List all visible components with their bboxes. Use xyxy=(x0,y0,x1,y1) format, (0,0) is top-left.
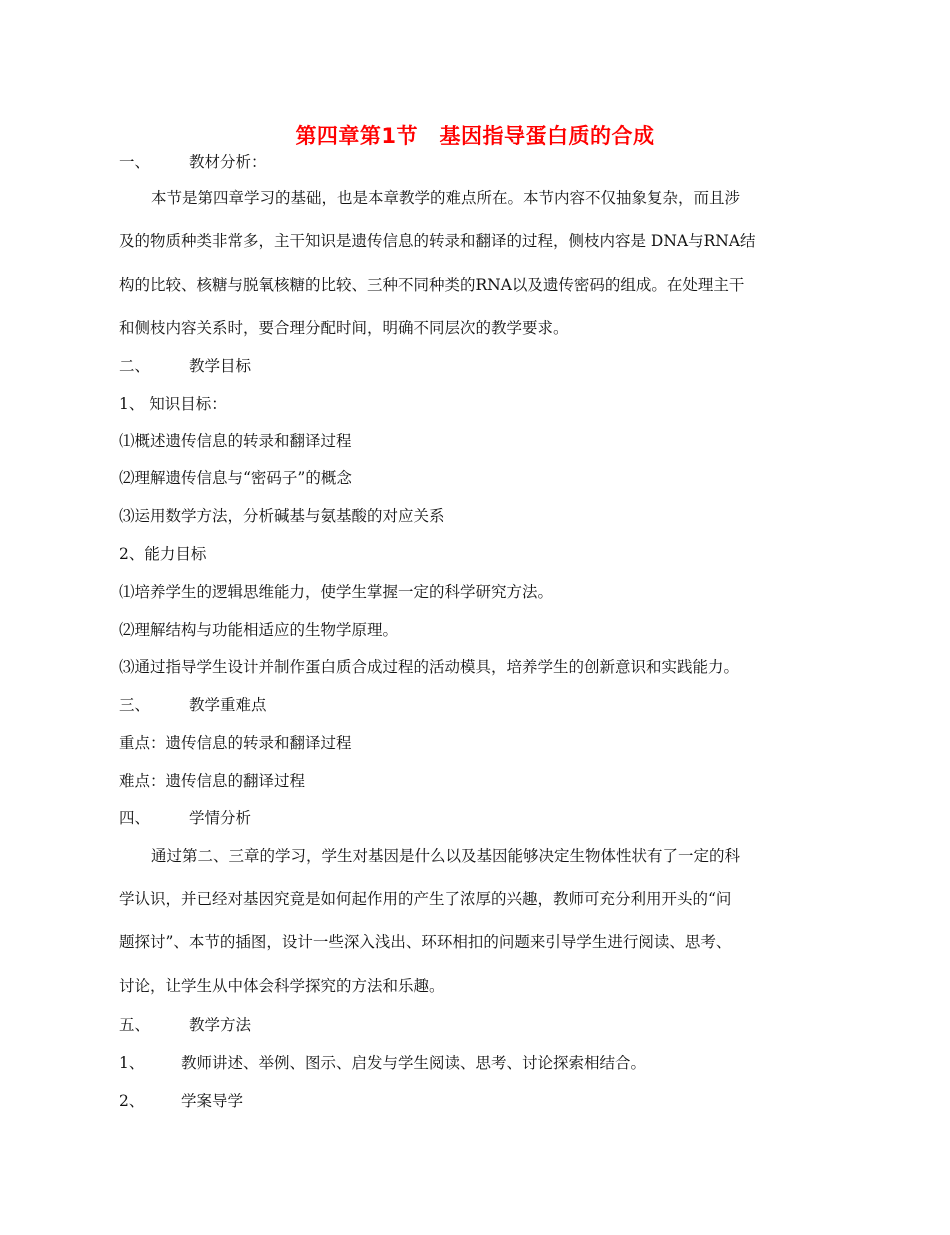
section-heading-4 xyxy=(119,808,251,828)
method-number: 1、 xyxy=(119,1054,145,1072)
section-number: 一、 xyxy=(119,153,151,171)
method-item xyxy=(119,1091,243,1111)
method-item xyxy=(119,1053,646,1073)
paragraph-line: 通过第二、三章的学习，学生对基因是什么以及基因能够决定生物体性状有了一定的科 xyxy=(151,847,741,865)
section-number: 二、 xyxy=(119,357,151,375)
paragraph-line: 题探讨”、本节的插图，设计一些深入浅出、环环相扣的问题来引导学生进行阅读、思考、 xyxy=(119,933,732,951)
method-text: 教师讲述、举例、图示、启发与学生阅读、思考、讨论探索相结合。 xyxy=(181,1054,647,1072)
section-heading-3 xyxy=(119,695,267,715)
section-heading-1 xyxy=(119,152,267,172)
list-item: ⑶通过指导学生设计并制作蛋白质合成过程的活动模具，培养学生的创新意识和实践能力。 xyxy=(119,658,740,676)
paragraph-line: 和侧枝内容关系时，要合理分配时间，明确不同层次的教学要求。 xyxy=(119,319,569,337)
section-heading-5 xyxy=(119,1015,251,1035)
paragraph-line: 构的比较、核糖与脱氧核糖的比较、三种不同种类的RNA以及遗传密码的组成。在处理主干 xyxy=(119,276,745,294)
section-number: 四、 xyxy=(119,809,151,827)
section-title: 教学目标 xyxy=(189,357,252,375)
list-item: ⑵理解遗传信息与“密码子”的概念 xyxy=(119,469,352,487)
key-point: 重点：遗传信息的转录和翻译过程 xyxy=(119,734,352,752)
section-number: 三、 xyxy=(119,696,151,714)
list-item: ⑶运用数学方法，分析碱基与氨基酸的对应关系 xyxy=(119,507,445,525)
paragraph-line: 学认识，并已经对基因究竟是如何起作用的产生了浓厚的兴趣，教师可充分利用开头的“问 xyxy=(119,890,732,908)
method-number: 2、 xyxy=(119,1092,145,1110)
list-item: ⑴培养学生的逻辑思维能力，使学生掌握一定的科学研究方法。 xyxy=(119,583,554,601)
paragraph-line: 本节是第四章学习的基础，也是本章教学的难点所在。本节内容不仅抽象复杂，而且涉 xyxy=(151,189,741,207)
section-number: 五、 xyxy=(119,1016,151,1034)
paragraph-line: 讨论，让学生从中体会科学探究的方法和乐趣。 xyxy=(119,977,445,995)
subsection-title: 1、 知识目标： xyxy=(119,395,227,413)
list-item: ⑴概述遗传信息的转录和翻译过程 xyxy=(119,432,352,450)
difficult-point: 难点：遗传信息的翻译过程 xyxy=(119,772,306,790)
list-item: ⑵理解结构与功能相适应的生物学原理。 xyxy=(119,621,399,639)
page-title: 第四章第1节 基因指导蛋白质的合成 xyxy=(295,124,655,148)
subsection-title: 2、能力目标 xyxy=(119,545,207,563)
section-heading-2 xyxy=(119,356,251,376)
section-title: 教学重难点 xyxy=(189,696,267,714)
paragraph-line: 及的物质种类非常多，主干知识是遗传信息的转录和翻译的过程，侧枝内容是 DNA与RNA结 xyxy=(119,232,756,250)
section-title: 学情分析 xyxy=(189,809,252,827)
section-title: 教材分析： xyxy=(189,153,267,171)
section-title: 教学方法 xyxy=(189,1016,252,1034)
method-text: 学案导学 xyxy=(181,1092,244,1110)
